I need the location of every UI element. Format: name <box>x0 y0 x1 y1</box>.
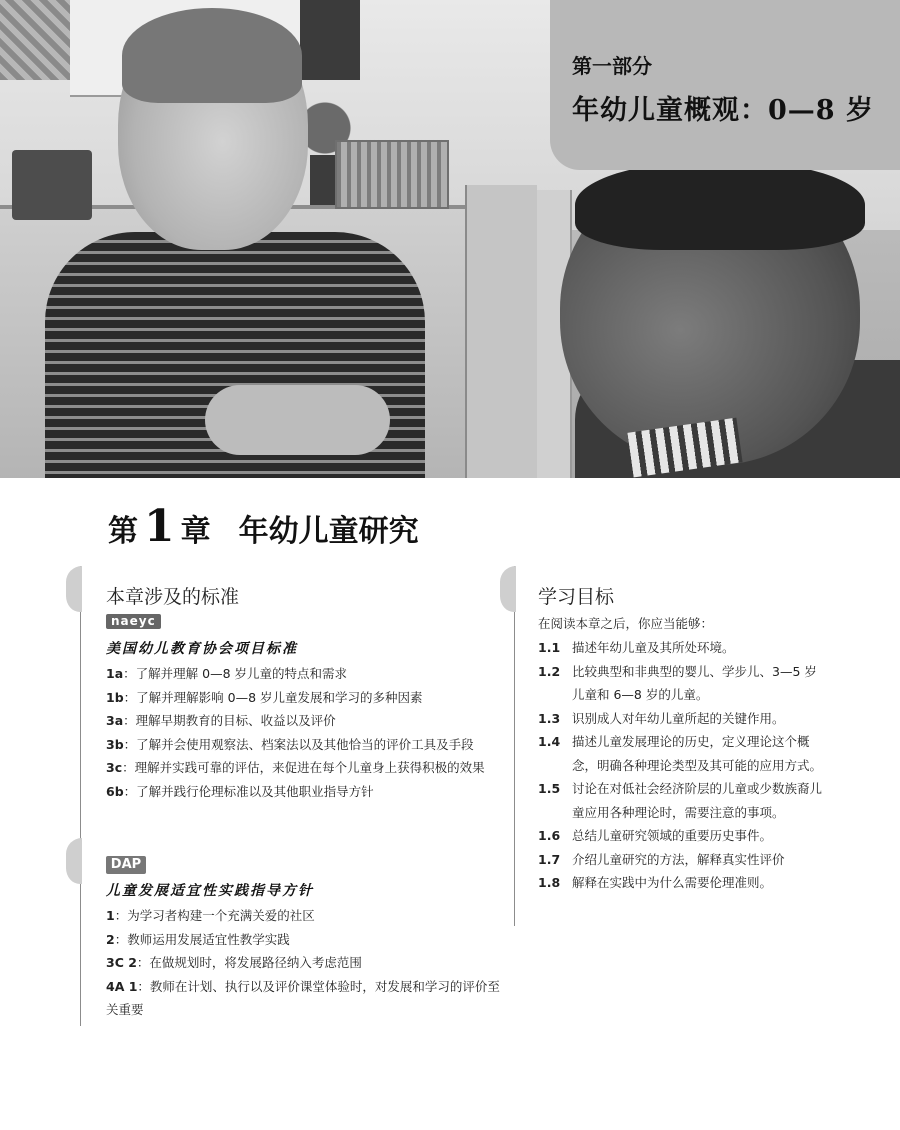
list-item: 1.6 总结儿童研究领域的重要历史事件。 <box>538 828 773 843</box>
dap-title: 儿童发展适宜性实践指导方针 <box>106 883 314 899</box>
left-child-hair <box>122 8 302 103</box>
dap-list <box>106 904 506 1022</box>
dap-logo: DAP <box>106 856 146 874</box>
part-title: 年幼儿童概观：0—8 岁 <box>572 95 874 126</box>
list-item: 1a：了解并理解 0—8 岁儿童的特点和需求 <box>106 666 347 681</box>
list-item: 1.2 比较典型和非典型的婴儿、学步儿、3—5 岁儿童和 6—8 岁的儿童。 <box>538 663 817 702</box>
part-tag <box>550 0 900 170</box>
chapter-suffix: 章 <box>180 514 211 549</box>
list-item: 1.5 讨论在对低社会经济阶层的儿童或少数族裔儿童应用各种理论时，需要注意的事项。 <box>538 781 823 820</box>
list-item: 3c：理解并实践可靠的评估，来促进在每个儿童身上获得积极的效果 <box>106 760 485 775</box>
list-item: 1.7 介绍儿童研究的方法，解释真实性评价 <box>538 851 785 867</box>
chapter-title: 年幼儿童研究 <box>238 514 419 549</box>
list-item: 1.3 识别成人对年幼儿童所起的关键作用。 <box>538 710 785 726</box>
objectives-heading: 学习目标 <box>538 586 615 608</box>
objectives-list <box>538 636 828 895</box>
list-item: 3b：了解并会使用观察法、档案法以及其他恰当的评价工具及手段 <box>106 736 474 752</box>
background-post <box>300 0 360 80</box>
crayon-cup <box>12 150 92 220</box>
list-item: 1.8 解释在实践中为什么需要伦理准则。 <box>538 875 773 890</box>
list-item: 2：教师运用发展适宜性教学实践 <box>106 931 290 947</box>
right-child-hair <box>575 160 865 250</box>
naeyc-title: 美国幼儿教育协会项目标准 <box>106 641 298 657</box>
standards-heading: 本章涉及的标准 <box>106 586 240 608</box>
objectives-intro: 在阅读本章之后，你应当能够： <box>538 616 714 631</box>
chapter-heading <box>108 501 419 552</box>
list-item: 3C 2：在做规划时，将发展路径纳入考虑范围 <box>106 955 362 970</box>
classroom-divider <box>465 185 537 478</box>
part-label: 第一部分 <box>572 54 652 78</box>
objectives-section <box>500 566 830 946</box>
list-item: 1.4 描述儿童发展理论的历史，定义理论这个概念，明确各种理论类型及其可能的应用方式。 <box>538 734 823 773</box>
list-item: 4A 1：教师在计划、执行以及评价课堂体验时，对发展和学习的评价至关重要 <box>106 978 500 1017</box>
naeyc-list <box>106 662 506 803</box>
chapter-number: 1 <box>144 501 175 552</box>
list-item: 1b：了解并理解影响 0—8 岁儿童发展和学习的多种因素 <box>106 689 423 705</box>
list-item: 1.1 描述年幼儿童及其所处环境。 <box>538 640 735 655</box>
list-item: 3a：理解早期教育的目标、收益以及评价 <box>106 713 336 728</box>
list-item: 6b：了解并践行伦理标准以及其他职业指导方针 <box>106 783 374 799</box>
naeyc-logo: naeyc <box>106 614 161 629</box>
left-child-arm <box>205 385 390 455</box>
section-rule <box>514 566 515 926</box>
section-tab <box>500 566 516 612</box>
section-tab <box>66 566 82 612</box>
standards-section <box>66 566 500 1026</box>
wall-artwork <box>0 0 70 80</box>
section-rule <box>80 566 81 1026</box>
basket <box>335 140 449 209</box>
list-item: 1：为学习者构建一个充满关爱的社区 <box>106 908 315 923</box>
chapter-prefix: 第 <box>108 514 138 549</box>
section-tab <box>66 838 82 884</box>
